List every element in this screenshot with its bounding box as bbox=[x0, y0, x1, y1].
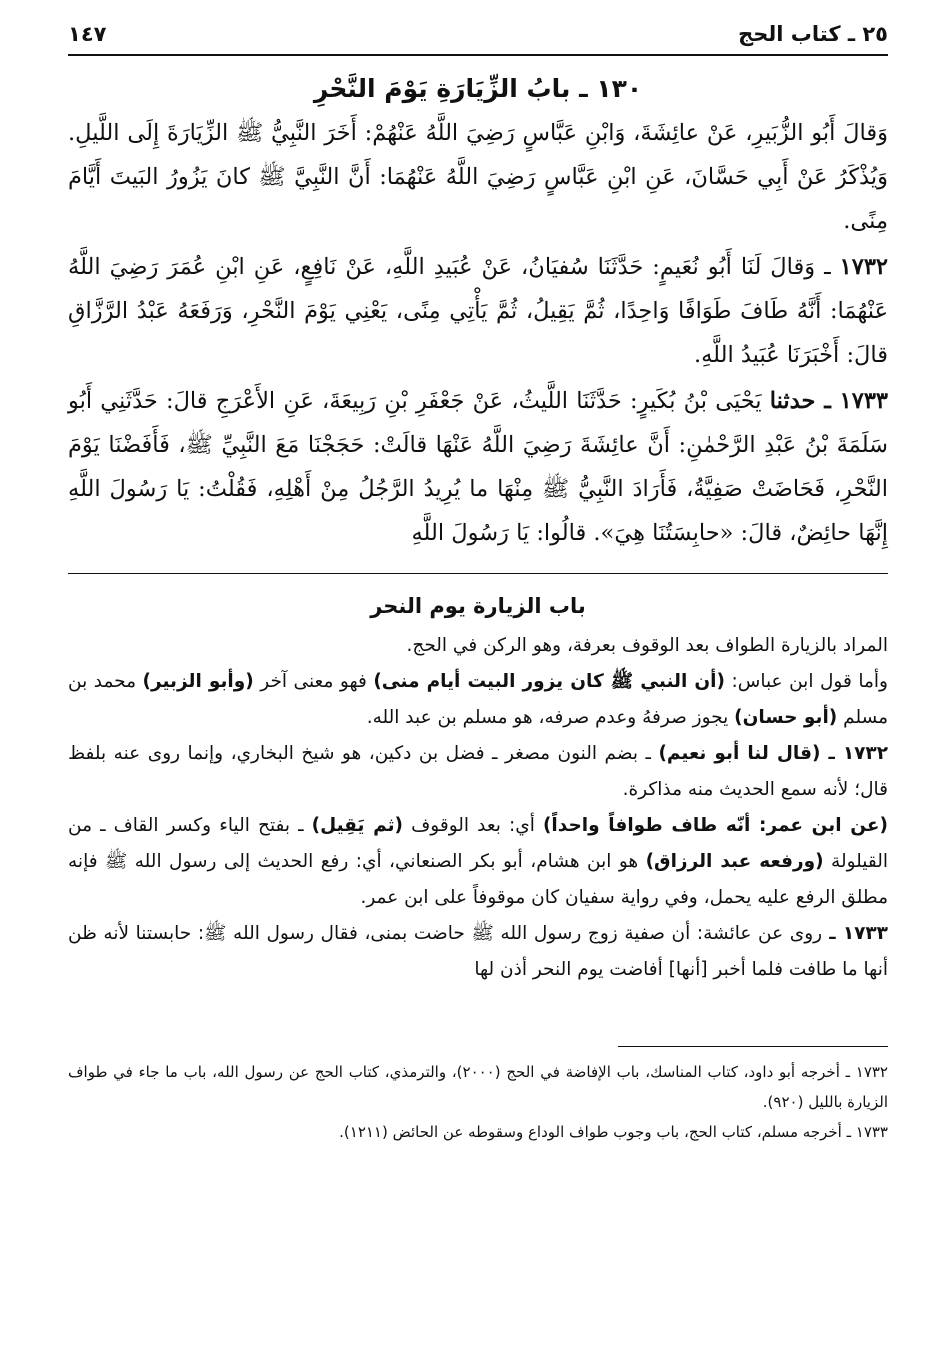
text-run: ـ بضم النون مصغر ـ فضل بن دكين، هو شيخ البخاري، وإنما روى عنه بلفظ قال؛ لأنه سمع الحديث منه مذاكرة. bbox=[68, 743, 888, 800]
text-run: روى عن عائشة: أن صفية زوج رسول الله ﷺ حاضت بمنى، فقال رسول الله ﷺ: حابستنا لأنه ظن أنها ما طافت فلما أخبر [أنها] أفاضت يوم النحر أذن لها bbox=[68, 923, 888, 980]
quoted-text: (وأبو الزبير) bbox=[142, 671, 254, 692]
commentary-paragraph bbox=[68, 808, 888, 916]
chapter-intro: وَقالَ أَبُو الزُّبَيرِ، عَنْ عائِشَةَ، وَابْنِ عَبَّاسٍ رَضِيَ اللَّهُ عَنْهُمْ: أَخَرَ النَّبِيُّ ﷺ الزِّيَارَةَ إِلَى اللَّيلِ. وَيُذْكَرُ عَنْ أَبِي حَسَّانَ، عَنِ ابْنِ عَبَّاسٍ رَضِيَ اللَّهُ عَنْهُمَا: أَنَّ النَّبِيَّ ﷺ كانَ يَزُورُ البَيتَ أَيَّامَ مِنًى. bbox=[68, 120, 888, 234]
section-divider bbox=[68, 573, 888, 574]
quoted-text: (أن النبي ﷺ كان يزور البيت أيام منى) bbox=[373, 671, 725, 692]
footnotes bbox=[68, 1057, 888, 1147]
hadith-number: ١٧٣٢ ـ bbox=[820, 743, 889, 764]
commentary-paragraph bbox=[68, 916, 888, 988]
text-run: وأما قول ابن عباس: bbox=[724, 671, 888, 692]
hadith-1732 bbox=[68, 245, 888, 377]
commentary-title: باب الزيارة يوم النحر bbox=[370, 594, 586, 618]
commentary bbox=[68, 628, 888, 988]
page-header bbox=[68, 18, 888, 56]
text-run: محمد بن مسلم bbox=[68, 671, 888, 728]
footnote-1732: ١٧٣٢ ـ أخرجه أبو داود، كتاب المناسك، باب الإفاضة في الحج (٢٠٠٠)، والترمذي، كتاب الحج عن رسول الله، باب ما جاء في طواف الزيارة بالليل (٩٢٠). bbox=[68, 1063, 888, 1111]
hadith-1733 bbox=[68, 379, 888, 555]
commentary-paragraph bbox=[68, 736, 888, 808]
hadith-number: ١٧٣٢ bbox=[839, 254, 888, 280]
quoted-text: (عن ابن عمر: أنّه طاف طوافاً واحداً) bbox=[542, 815, 888, 836]
footnote-1733: ١٧٣٣ ـ أخرجه مسلم، كتاب الحج، باب وجوب طواف الوداع وسقوطه عن الحائض (١٢١١). bbox=[339, 1123, 888, 1141]
quoted-text: (ثم يَقِيل) bbox=[311, 815, 404, 836]
hadith-text bbox=[68, 111, 888, 555]
text-run: أي: بعد الوقوف bbox=[403, 815, 543, 836]
hadith-body: يَحْيَى بْنُ بُكَيرٍ: حَدَّثَنَا اللَّيثُ، عَنْ جَعْفَرِ بْنِ رَبِيعَةَ، عَنِ الأَعْرَجِ قالَ: حَدَّثَنِي أَبُو سَلَمَةَ بْنُ عَبْدِ الرَّحْمٰنِ: أَنَّ عائِشَةَ رَضِيَ اللَّهُ عَنْهَا قالَتْ: حَجَجْنَا مَعَ النَّبِيِّ ﷺ، فَأَفَضْنَا يَوْمَ النَّحْرِ، فَحَاضَتْ صَفِيَّةُ، فَأَرَادَ النَّبِيُّ ﷺ مِنْهَا ما يُرِيدُ الرَّجُلُ مِنْ أَهْلِهِ، فَقُلْتُ: يَا رَسُولَ اللَّهِ إِنَّهَا حائِضٌ، قالَ: «حابِسَتُنَا هِيَ». قالُوا: يَا رَسُولَ اللَّهِ bbox=[68, 388, 888, 546]
quoted-text: (أبو حسان) bbox=[734, 707, 838, 728]
text-run: فهو معنى آخر bbox=[253, 671, 374, 692]
hadith-body: ـ وَقالَ لَنَا أَبُو نُعَيمٍ: حَدَّثَنَا سُفيَانُ، عَنْ عُبَيدِ اللَّهِ، عَنْ نَافِعٍ، عَنِ ابْنِ عُمَرَ رَضِيَ اللَّهُ عَنْهُمَا: أَنَّهُ طَافَ طَوَافًا وَاحِدًا، ثُمَّ يَقِيلُ، ثُمَّ يَأْتِي مِنًى، يَعْنِي يَوْمَ النَّحْرِ، وَرَفَعَهُ عَبْدُ الرَّزَّاقِ قالَ: أَخْبَرَنَا عُبَيدُ اللَّهِ. bbox=[68, 254, 888, 368]
hadith-number: ١٧٣٣ ـ حدثنا bbox=[769, 388, 889, 414]
hadith-number: ١٧٣٣ ـ bbox=[822, 923, 888, 944]
quoted-text: (ورفعه عبد الرزاق) bbox=[645, 851, 824, 872]
commentary-paragraph bbox=[68, 664, 888, 736]
text-run: هو ابن هشام، أبو بكر الصنعاني، أي: رفع الحديث إلى رسول الله ﷺ فإنه مطلق الرفع عليه يحمل، وفي رواية سفيان كان موقوفاً على ابن عمر. bbox=[68, 851, 888, 908]
quoted-text: (قال لنا أبو نعيم) bbox=[658, 743, 821, 764]
text-run: يجوز صرفهُ وعدم صرفه، هو مسلم بن عبد الله. bbox=[366, 707, 735, 728]
chapter-title: ١٣٠ ـ بابُ الزِّيَارَةِ يَوْمَ النَّحْرِ bbox=[313, 74, 643, 103]
book-page bbox=[68, 18, 888, 1147]
commentary-paragraph: المراد بالزيارة الطواف بعد الوقوف بعرفة، وهو الركن في الحج. bbox=[406, 635, 888, 656]
text-run: ـ بفتح الياء وكسر القاف ـ من القيلولة bbox=[68, 815, 888, 872]
running-title: ٢٥ ـ كتاب الحج bbox=[738, 22, 888, 46]
page-number: ١٤٧ bbox=[68, 22, 107, 46]
footnote-rule bbox=[618, 1046, 888, 1047]
